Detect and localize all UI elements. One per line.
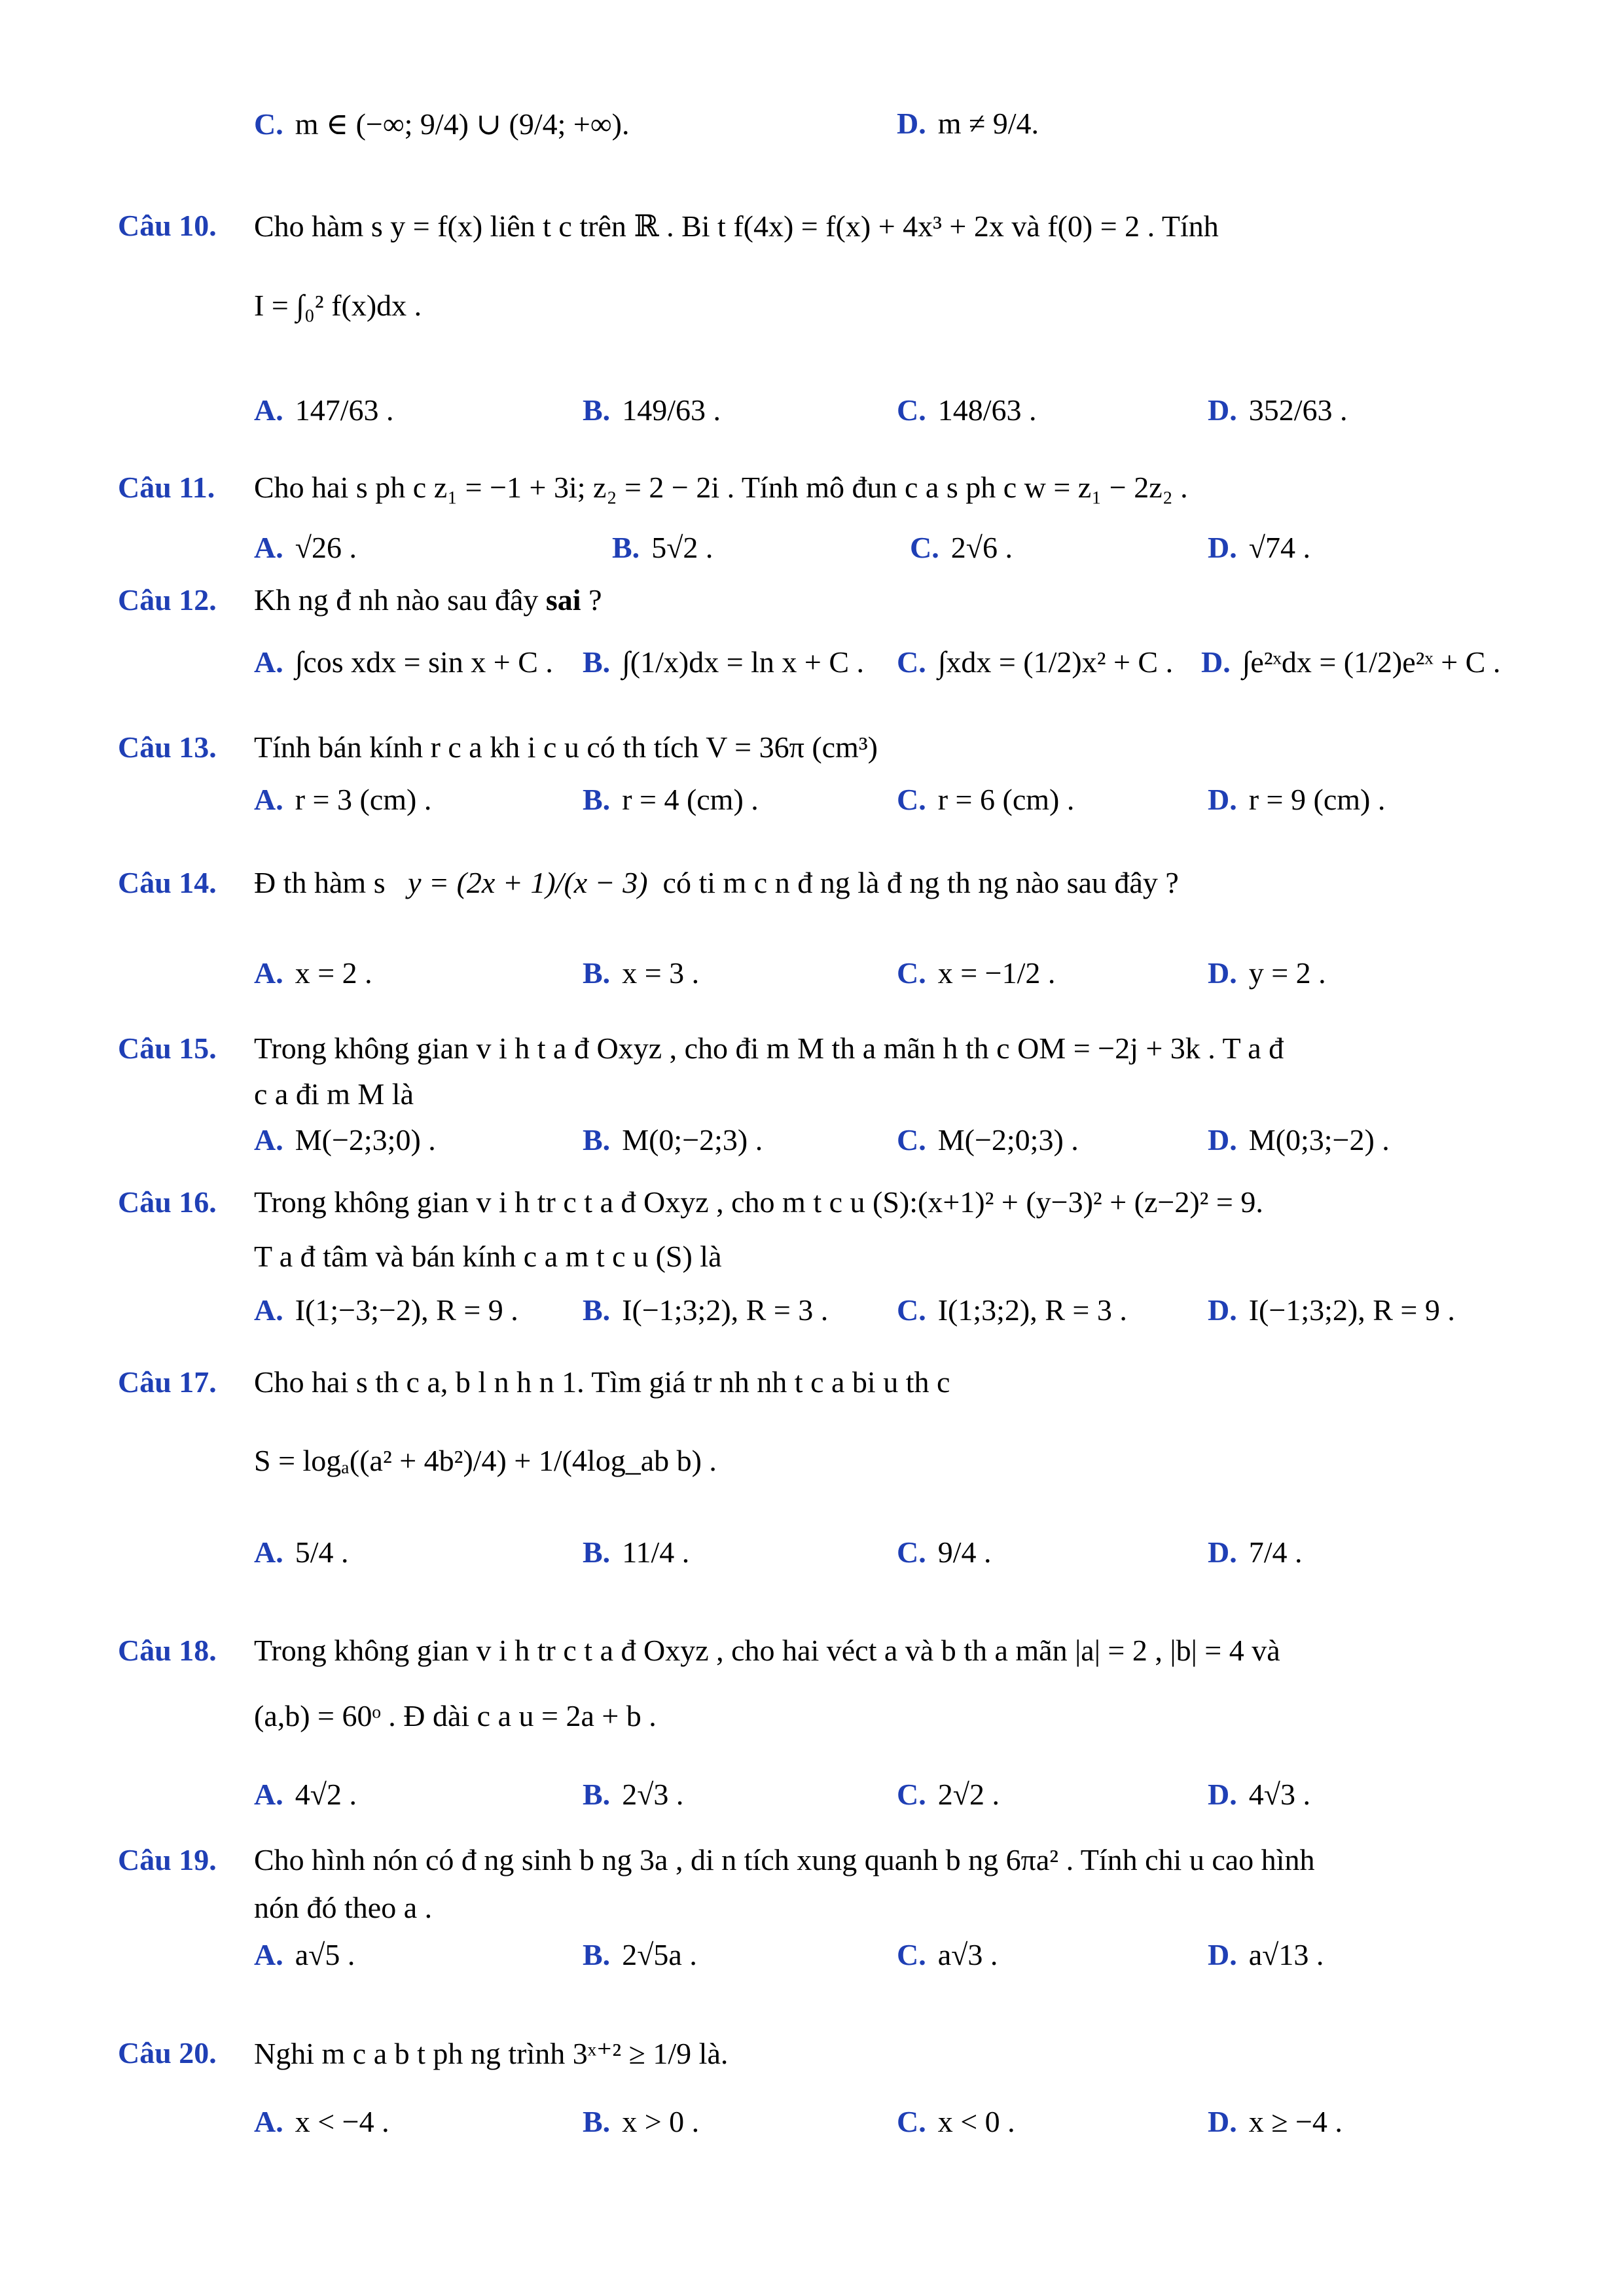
question-text: Trong không gian v i h tr c t a đ Oxyz , cho m t c u (S):(x+1)² + (y−3)² + (z−2)² = 9. <box>254 1185 1263 1219</box>
option-label: B. <box>583 1293 611 1327</box>
option-label: A. <box>254 1293 283 1327</box>
option-label: C. <box>897 783 926 816</box>
option-text: 149/63 . <box>622 393 721 427</box>
option-label: D. <box>897 107 926 140</box>
question-text-line2: (a,b) = 60ᵒ . Đ dài c a u = 2a + b . <box>254 1699 657 1732</box>
option-text: 352/63 . <box>1248 393 1348 427</box>
option-label: D. <box>1208 1535 1237 1569</box>
option-label: C. <box>897 1123 926 1157</box>
q13-option-d[interactable] <box>1208 782 1385 817</box>
option-text: m ≠ 9/4. <box>937 107 1039 140</box>
option-text: 4√3 . <box>1248 1778 1310 1811</box>
option-label: A. <box>254 783 283 816</box>
option-label: B. <box>583 393 611 427</box>
option-text: x < 0 . <box>937 2105 1015 2138</box>
q13-option-c[interactable] <box>897 782 1074 817</box>
option-label: D. <box>1208 393 1237 427</box>
option-text: ∫cos xdx = sin x + C . <box>295 645 553 679</box>
q12-option-a[interactable] <box>254 645 553 679</box>
option-label: B. <box>583 2105 611 2138</box>
q18-option-a[interactable] <box>254 1777 357 1812</box>
option-label: C. <box>897 956 926 990</box>
q10-option-b[interactable] <box>583 393 721 427</box>
question-text-main: Kh ng đ nh nào sau đây <box>254 583 539 617</box>
question-number: Câu 16. <box>118 1185 217 1219</box>
q12-option-b[interactable] <box>583 645 864 679</box>
option-label: C. <box>897 393 926 427</box>
question-text-line2: I = ∫₀² f(x)dx . <box>254 289 422 322</box>
option-label: A. <box>254 1938 283 1971</box>
option-label: D. <box>1201 645 1231 679</box>
question-text-line2: c a đi m M là <box>254 1077 414 1111</box>
option-text: 5/4 . <box>295 1535 349 1569</box>
option-label: B. <box>583 1778 611 1811</box>
q20-option-b[interactable] <box>583 2104 699 2139</box>
option-text: a√5 . <box>295 1938 355 1971</box>
option-text: 2√3 . <box>622 1778 684 1811</box>
option-text: M(−2;3;0) . <box>295 1123 436 1157</box>
question-number: Câu 10. <box>118 209 217 242</box>
q19-option-d[interactable] <box>1208 1937 1324 1972</box>
option-label: A. <box>254 1123 283 1157</box>
option-text: ∫e²ˣdx = (1/2)e²ˣ + C . <box>1242 645 1501 679</box>
q10-option-a[interactable] <box>254 393 394 427</box>
question-number: Câu 18. <box>118 1634 217 1667</box>
option-label: B. <box>583 645 611 679</box>
option-label: C. <box>910 531 939 564</box>
q19-option-c[interactable] <box>897 1937 998 1972</box>
q14-option-c[interactable] <box>897 956 1055 990</box>
q13-option-a[interactable] <box>254 782 431 817</box>
option-label: C. <box>897 1778 926 1811</box>
q11-option-a[interactable] <box>254 530 357 565</box>
q14-option-a[interactable] <box>254 956 372 990</box>
option-text: r = 9 (cm) . <box>1248 783 1386 816</box>
option-label: C. <box>254 107 283 141</box>
q18-option-c[interactable] <box>897 1777 1000 1812</box>
option-label: B. <box>612 531 640 564</box>
question-text-line2: T a đ tâm và bán kính c a m t c u (S) là <box>254 1240 722 1273</box>
option-text: I(1;−3;−2), R = 9 . <box>295 1293 518 1327</box>
option-label: D. <box>1208 1293 1237 1327</box>
option-text: I(1;3;2), R = 3 . <box>937 1293 1127 1327</box>
question-number: Câu 14. <box>118 866 217 899</box>
option-label: D. <box>1208 1938 1237 1971</box>
option-text: y = 2 . <box>1248 956 1326 990</box>
question-number: Câu 13. <box>118 730 217 764</box>
option-text: x = 2 . <box>295 956 372 990</box>
q15-option-c[interactable] <box>897 1122 1079 1157</box>
q18-option-b[interactable] <box>583 1777 683 1812</box>
q19-option-a[interactable] <box>254 1937 355 1972</box>
option-label: D. <box>1208 783 1237 816</box>
q16-option-c[interactable] <box>897 1293 1127 1327</box>
q11-option-c[interactable] <box>910 530 1013 565</box>
question-text-c: có ti m c n đ ng là đ ng th ng nào sau đây ? <box>662 866 1179 899</box>
option-label: A. <box>254 956 283 990</box>
option-text: a√13 . <box>1248 1938 1324 1971</box>
question-text: Trong không gian v i h t a đ Oxyz , cho đi m M th a mãn h th c OM = −2j + 3k . T a đ <box>254 1031 1284 1065</box>
question-text <box>254 583 602 617</box>
question-text-line2: S = logₐ((a² + 4b²)/4) + 1/(4log_ab b) . <box>254 1444 717 1477</box>
option-text: M(−2;0;3) . <box>937 1123 1079 1157</box>
q20-option-c[interactable] <box>897 2104 1015 2139</box>
option-text: x ≥ −4 . <box>1248 2105 1343 2138</box>
option-label: D. <box>1208 1123 1237 1157</box>
question-text-a: Đ th hàm s <box>254 866 386 899</box>
q19-option-b[interactable] <box>583 1937 697 1972</box>
q13-option-b[interactable] <box>583 782 759 817</box>
option-label: D. <box>1208 531 1237 564</box>
q10-option-d[interactable] <box>1208 393 1348 427</box>
q15-option-b[interactable] <box>583 1122 763 1157</box>
option-label: D. <box>1208 956 1237 990</box>
q14-option-d[interactable] <box>1208 956 1326 990</box>
q17-option-b[interactable] <box>583 1535 689 1570</box>
option-text: 7/4 . <box>1248 1535 1303 1569</box>
option-label: B. <box>583 956 611 990</box>
question-number: Câu 19. <box>118 1843 217 1876</box>
option-text: x = 3 . <box>622 956 700 990</box>
option-label: A. <box>254 393 283 427</box>
option-text: m ∈ (−∞; 9/4) ∪ (9/4; +∞). <box>295 107 630 141</box>
question-text: Tính bán kính r c a kh i c u có th tích V = 36π (cm³) <box>254 730 878 764</box>
option-label: C. <box>897 645 926 679</box>
option-text: r = 6 (cm) . <box>937 783 1075 816</box>
option-text: √74 . <box>1248 531 1310 564</box>
question-text-tail: ? <box>588 583 602 617</box>
option-text: M(0;−2;3) . <box>622 1123 763 1157</box>
option-text: 2√2 . <box>937 1778 1000 1811</box>
question-text: Cho hai s th c a, b l n h n 1. Tìm giá tr nh nh t c a bi u th c <box>254 1365 950 1399</box>
question-formula: y = (2x + 1)/(x − 3) <box>408 866 648 899</box>
question-text: Cho hàm s y = f(x) liên t c trên ℝ . Bi t f(4x) = f(x) + 4x³ + 2x và f(0) = 2 . Tính <box>254 209 1219 243</box>
option-label: A. <box>254 531 283 564</box>
option-label: C. <box>897 1293 926 1327</box>
q17-option-c[interactable] <box>897 1535 992 1570</box>
option-text: a√3 . <box>937 1938 998 1971</box>
question-emphasis: sai <box>545 583 581 617</box>
option-text: 148/63 . <box>937 393 1037 427</box>
question-text: Nghi m c a b t ph ng trình 3ˣ⁺² ≥ 1/9 là. <box>254 2037 729 2070</box>
option-text: √26 . <box>295 531 357 564</box>
q14-option-b[interactable] <box>583 956 699 990</box>
question-number: Câu 15. <box>118 1031 217 1065</box>
q11-option-b[interactable] <box>612 530 713 565</box>
question-number: Câu 20. <box>118 2036 217 2070</box>
question-text: Cho hai s ph c z₁ = −1 + 3i; z₂ = 2 − 2i . Tính mô đun c a s ph c w = z₁ − 2z₂ . <box>254 471 1188 504</box>
question-text: Trong không gian v i h tr c t a đ Oxyz , cho hai véct a và b th a mãn |a| = 2 , |b| = 4 và <box>254 1634 1280 1667</box>
option-text: r = 3 (cm) . <box>295 783 432 816</box>
option-label: A. <box>254 2105 283 2138</box>
option-label: A. <box>254 645 283 679</box>
option-text: 2√5a . <box>622 1938 697 1971</box>
q15-option-d[interactable] <box>1208 1122 1390 1157</box>
option-text: x > 0 . <box>622 2105 700 2138</box>
option-label: B. <box>583 783 611 816</box>
q16-option-b[interactable] <box>583 1293 828 1327</box>
option-label: B. <box>583 1938 611 1971</box>
q17-option-d[interactable] <box>1208 1535 1303 1570</box>
question-text-line2: nón đó theo a . <box>254 1891 433 1924</box>
option-text: 11/4 . <box>622 1535 690 1569</box>
option-label: A. <box>254 1778 283 1811</box>
option-text: ∫xdx = (1/2)x² + C . <box>937 645 1174 679</box>
q18-option-d[interactable] <box>1208 1777 1310 1812</box>
q10-option-c[interactable] <box>897 393 1037 427</box>
option-text: 4√2 . <box>295 1778 357 1811</box>
option-label: C. <box>897 2105 926 2138</box>
question-number: Câu 17. <box>118 1365 217 1399</box>
question-number: Câu 11. <box>118 471 215 504</box>
option-label: A. <box>254 1535 283 1569</box>
q16-option-d[interactable] <box>1208 1293 1455 1327</box>
option-text: I(−1;3;2), R = 3 . <box>622 1293 829 1327</box>
option-text: 147/63 . <box>295 393 394 427</box>
q11-option-d[interactable] <box>1208 530 1310 565</box>
question-text: Cho hình nón có đ ng sinh b ng 3a , di n tích xung quanh b ng 6πa² . Tính chi u cao hình <box>254 1843 1315 1876</box>
option-text: I(−1;3;2), R = 9 . <box>1248 1293 1455 1327</box>
option-text: 2√6 . <box>950 531 1013 564</box>
option-text: ∫(1/x)dx = ln x + C . <box>622 645 865 679</box>
q16-option-a[interactable] <box>254 1293 518 1327</box>
q9-option-c[interactable] <box>254 106 629 141</box>
option-text: x < −4 . <box>295 2105 389 2138</box>
option-text: 9/4 . <box>937 1535 992 1569</box>
option-label: B. <box>583 1535 611 1569</box>
option-label: C. <box>897 1535 926 1569</box>
option-label: D. <box>1208 1778 1237 1811</box>
option-text: M(0;3;−2) . <box>1248 1123 1390 1157</box>
question-text <box>254 865 1179 900</box>
question-number: Câu 12. <box>118 583 217 617</box>
option-text: r = 4 (cm) . <box>622 783 759 816</box>
q12-option-c[interactable] <box>897 645 1173 679</box>
option-label: D. <box>1208 2105 1237 2138</box>
q17-option-a[interactable] <box>254 1535 349 1570</box>
q20-option-a[interactable] <box>254 2104 389 2139</box>
q12-option-d[interactable] <box>1201 645 1500 679</box>
q15-option-a[interactable] <box>254 1122 436 1157</box>
option-label: C. <box>897 1938 926 1971</box>
option-text: x = −1/2 . <box>937 956 1056 990</box>
option-text: 5√2 . <box>651 531 713 564</box>
q9-option-d[interactable] <box>897 106 1039 141</box>
option-label: B. <box>583 1123 611 1157</box>
q20-option-d[interactable] <box>1208 2104 1343 2139</box>
